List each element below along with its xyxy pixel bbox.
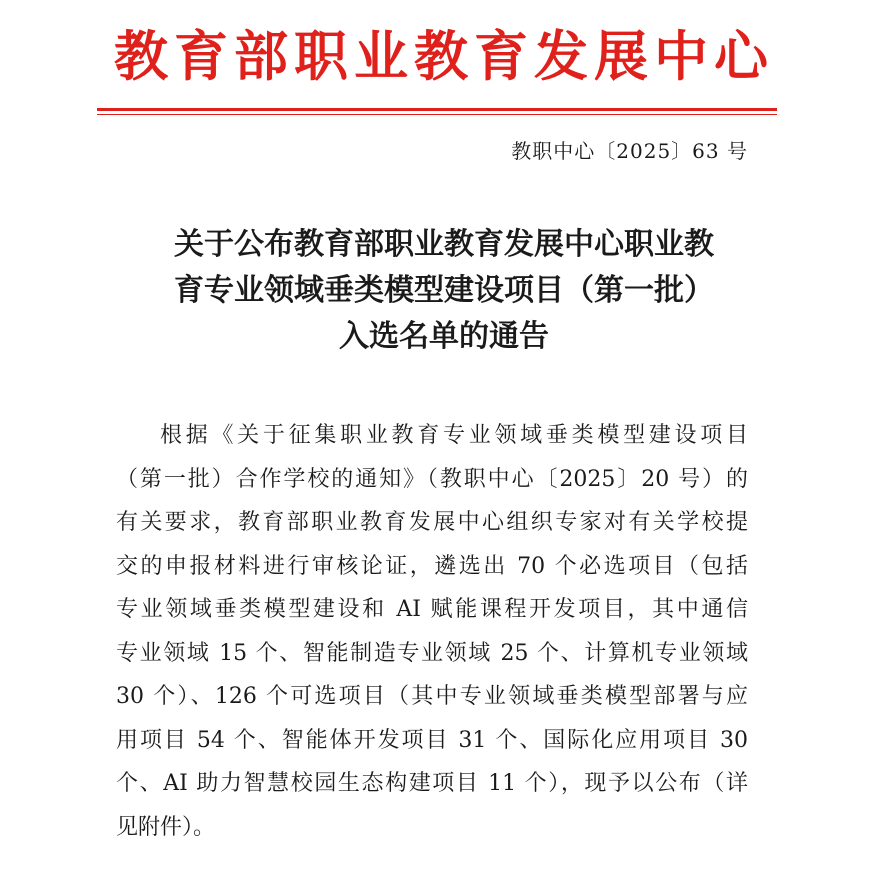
body-line: 用项目 54 个、智能体开发项目 31 个、国际化应用项目 30	[116, 727, 748, 753]
body-line: 见附件）。	[116, 814, 216, 840]
body-line: （第一批）合作学校的通知》（教职中心〔2025〕20 号）的	[116, 466, 748, 492]
body-line: 根据《关于征集职业教育专业领域垂类模型建设项目	[160, 423, 748, 448]
body-line: 个、AI 助力智慧校园生态构建项目 11 个），现予以公布（详	[116, 771, 748, 796]
body-line: 专业领域垂类模型建设和 AI 赋能课程开发项目，其中通信	[116, 597, 748, 622]
notice-title-line: 关于公布教育部职业教育发展中心职业教	[174, 227, 714, 262]
issuing-organization-header: 教育部职业教育发展中心	[114, 25, 774, 88]
body-line: 交的申报材料进行审核论证，遴选出 70 个必选项目（包括	[116, 553, 748, 579]
notice-title	[0, 222, 888, 360]
notice-title-line: 育专业领域垂类模型建设项目（第一批）	[174, 273, 714, 308]
red-header-rule	[97, 108, 777, 111]
red-header-rule-thin	[97, 114, 777, 115]
notice-body	[116, 414, 748, 849]
body-line: 专业领域 15 个、智能制造专业领域 25 个、计算机专业领域	[116, 640, 748, 666]
body-line: 有关要求，教育部职业教育发展中心组织专家对有关学校提	[116, 510, 748, 535]
document-number: 教职中心〔2025〕63 号	[511, 139, 748, 163]
body-line: 30 个）、126 个可选项目（其中专业领域垂类模型部署与应	[116, 684, 748, 709]
notice-title-line: 入选名单的通告	[339, 319, 549, 354]
